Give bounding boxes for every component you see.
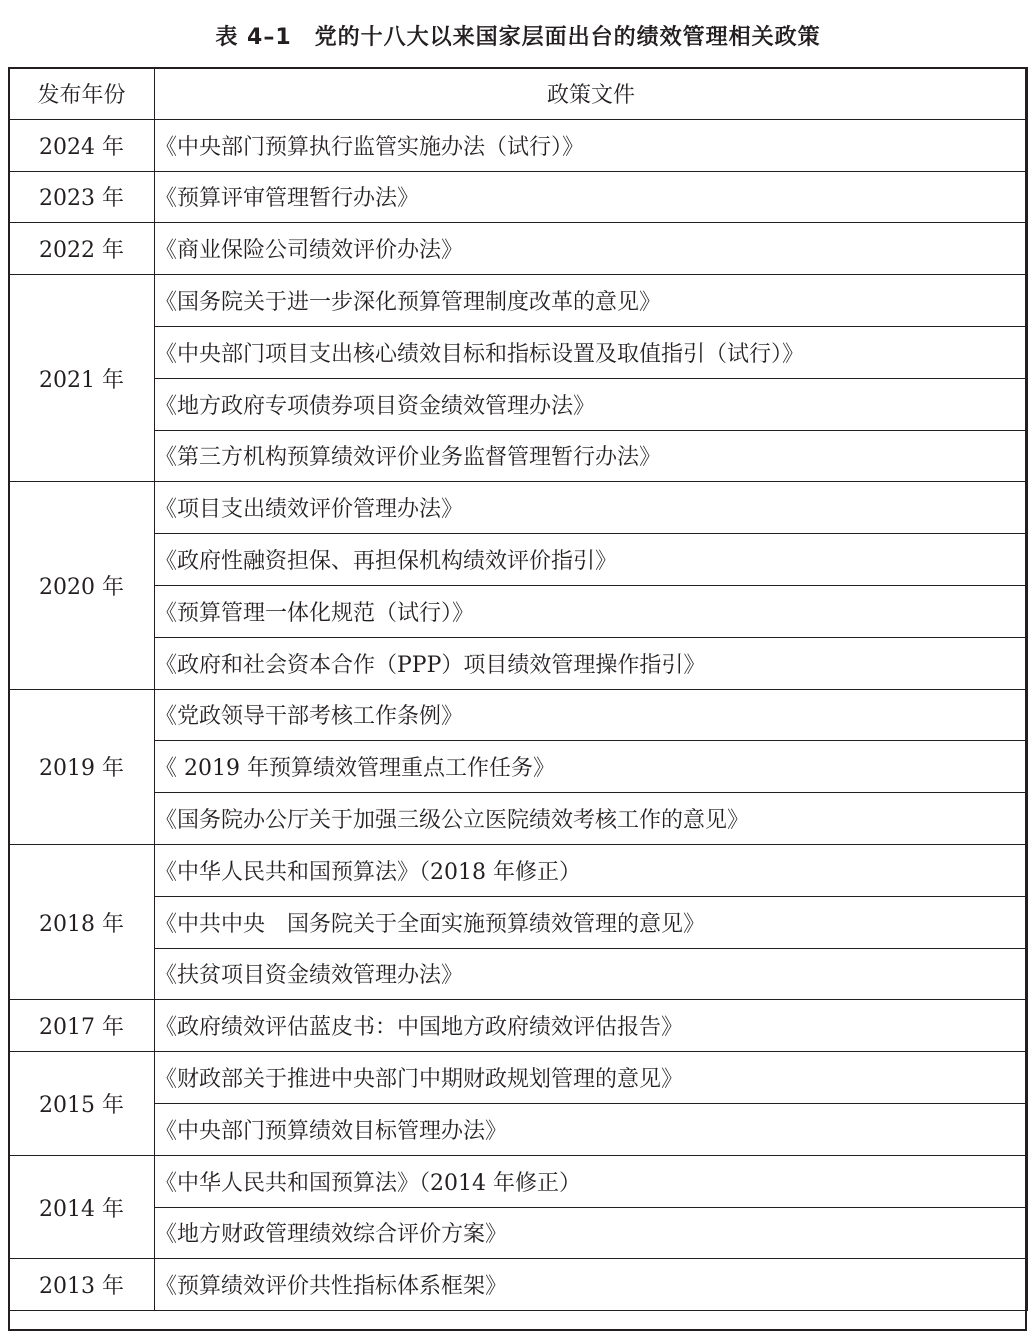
- table-body: [9, 119, 1028, 1310]
- year-cell: 2017 年: [9, 1000, 155, 1052]
- policy-doc-cell: 《项目支出绩效评价管理办法》: [155, 482, 1028, 534]
- policy-doc-cell: 《第三方机构预算绩效评价业务监督管理暂行办法》: [155, 430, 1028, 482]
- table-row: [9, 534, 1028, 586]
- policy-doc-cell: 《预算管理一体化规范（试行）》: [155, 585, 1028, 637]
- policy-doc-cell: 《国务院办公厅关于加强三级公立医院绩效考核工作的意见》: [155, 793, 1028, 845]
- table-row: [9, 637, 1028, 689]
- policy-doc-cell: 《中共中央 国务院关于全面实施预算绩效管理的意见》: [155, 896, 1028, 948]
- policy-doc-cell: 《商业保险公司绩效评价办法》: [155, 223, 1028, 275]
- policy-doc-cell: 《地方财政管理绩效综合评价方案》: [155, 1207, 1028, 1259]
- year-cell: 2021 年: [9, 275, 155, 482]
- policy-doc-cell: 《政府性融资担保、再担保机构绩效评价指引》: [155, 534, 1028, 586]
- table-row: [9, 171, 1028, 223]
- year-cell: 2019 年: [9, 689, 155, 844]
- year-cell: 2022 年: [9, 223, 155, 275]
- header-row: [9, 68, 1028, 120]
- table-row: [9, 844, 1028, 896]
- policy-doc-cell: 《中央部门项目支出核心绩效目标和指标设置及取值指引（试行）》: [155, 326, 1028, 378]
- policy-doc-cell: 《预算评审管理暂行办法》: [155, 171, 1028, 223]
- table-row: [9, 223, 1028, 275]
- table-row: [9, 1155, 1028, 1207]
- policy-doc-cell: 《财政部关于推进中央部门中期财政规划管理的意见》: [155, 1052, 1028, 1104]
- policy-doc-cell: 《政府绩效评估蓝皮书：中国地方政府绩效评估报告》: [155, 1000, 1028, 1052]
- policy-table: [8, 67, 1028, 1311]
- table-row: [9, 741, 1028, 793]
- policy-doc-cell: 《扶贫项目资金绩效管理办法》: [155, 948, 1028, 1000]
- table-row: [9, 326, 1028, 378]
- table-row: [9, 275, 1028, 327]
- table-row: [9, 793, 1028, 845]
- year-cell: 2024 年: [9, 119, 155, 171]
- policy-doc-cell: 《党政领导干部考核工作条例》: [155, 689, 1028, 741]
- table-row: [9, 1103, 1028, 1155]
- table-row: [9, 1207, 1028, 1259]
- policy-doc-cell: 《政府和社会资本合作（PPP）项目绩效管理操作指引》: [155, 637, 1028, 689]
- policy-doc-cell: 《预算绩效评价共性指标体系框架》: [155, 1259, 1028, 1311]
- year-cell: 2020 年: [9, 482, 155, 689]
- table-row: [9, 1259, 1028, 1311]
- policy-doc-cell: 《中央部门预算执行监管实施办法（试行）》: [155, 119, 1028, 171]
- table-row: [9, 896, 1028, 948]
- table-row: [9, 585, 1028, 637]
- table-row: [9, 948, 1028, 1000]
- year-cell: 2018 年: [9, 844, 155, 999]
- policy-doc-cell: 《 2019 年预算绩效管理重点工作任务》: [155, 741, 1028, 793]
- table-row: [9, 1000, 1028, 1052]
- header-doc: 政策文件: [155, 68, 1028, 120]
- table-row: [9, 378, 1028, 430]
- year-cell: 2014 年: [9, 1155, 155, 1259]
- table-row: [9, 689, 1028, 741]
- table-row: [9, 119, 1028, 171]
- policy-doc-cell: 《地方政府专项债券项目资金绩效管理办法》: [155, 378, 1028, 430]
- policy-doc-cell: 《中央部门预算绩效目标管理办法》: [155, 1103, 1028, 1155]
- table-row: [9, 430, 1028, 482]
- year-cell: 2013 年: [9, 1259, 155, 1311]
- year-cell: 2015 年: [9, 1052, 155, 1156]
- year-cell: 2023 年: [9, 171, 155, 223]
- policy-doc-cell: 《中华人民共和国预算法》（2014 年修正）: [155, 1155, 1028, 1207]
- table-caption: 表 4–1 党的十八大以来国家层面出台的绩效管理相关政策: [215, 25, 821, 50]
- table-row: [9, 1052, 1028, 1104]
- policy-doc-cell: 《中华人民共和国预算法》（2018 年修正）: [155, 844, 1028, 896]
- header-year: 发布年份: [9, 68, 155, 120]
- policy-doc-cell: 《国务院关于进一步深化预算管理制度改革的意见》: [155, 275, 1028, 327]
- table-row: [9, 482, 1028, 534]
